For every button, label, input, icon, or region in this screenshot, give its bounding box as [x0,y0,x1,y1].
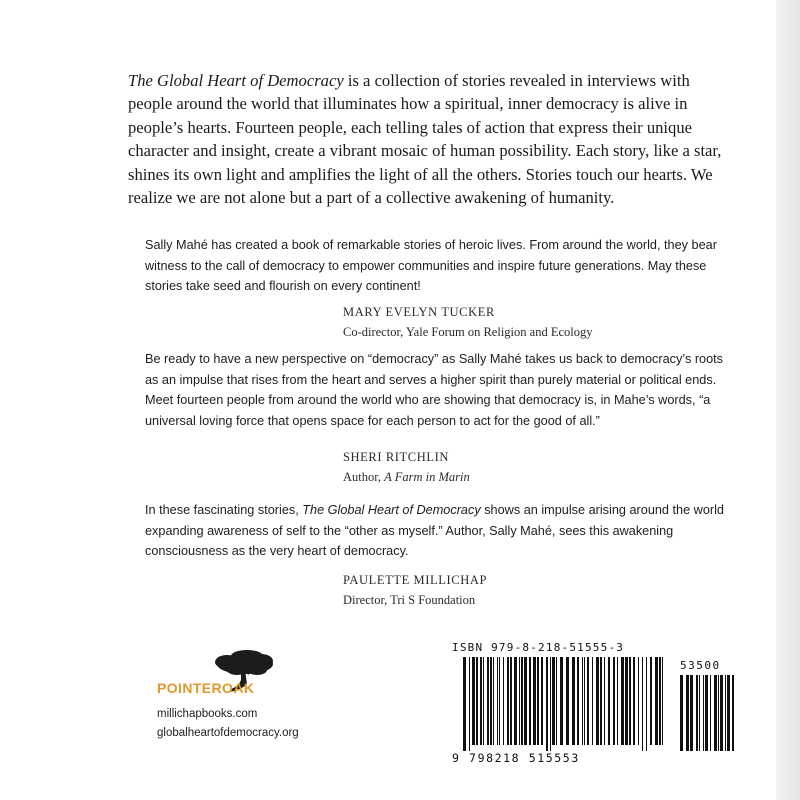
intro-text: is a collection of stories revealed in interviews with people around the world that illuminates how a spiritual, inner democracy is alive in people’s hearts. Fourteen people, each telling tales of action that express their unique character and insight, create a vibrant mosaic of human possibility. Each story, like a star, shines its own light and amplifies the light of all the others. Stories touch our hearts. We realize we are not alone but a part of a collective awakening of humanity. [128,71,722,208]
isbn-label: ISBN 979-8-218-51555-3 [452,641,625,654]
cover-edge [776,0,800,800]
book-title-inline: The Global Heart of Democracy [302,503,481,517]
review-3-text: In these fascinating stories, The Global Heart of Democracy shows an impulse arising around the world expanding awareness of self to the “other as myself.” Author, Sally Mahé, sees this awakening consciousness as the very heart of democracy. [145,503,724,559]
book-title: The Global Heart of Democracy [128,71,344,90]
price-addon-digits: 53500 [680,659,721,672]
barcode-digits: 9 798218 515553 [452,751,580,765]
reviewer-role: Director, Tri S Foundation [343,593,476,607]
website-url: globalheartofdemocracy.org [157,727,299,739]
reviewer-book-title: A Farm in Marin [384,470,470,484]
reviewer-name: PAULETTE MILLICHAP [343,573,488,587]
website-url: millichapbooks.com [157,708,258,720]
reviewer-role: Author, A Farm in Marin [343,470,470,484]
barcode-bars-addon [680,675,734,751]
review-2-text: Be ready to have a new perspective on “democracy” as Sally Mahé takes us back to democracy’s roots as an impulse that rises from the heart and serves a higher spirit than purely material or political ends. Meet fourteen people from around the world who are showing that democracy is, in Mahe’s words, “a universal loving force that opens space for each person to act for the good of all.” [145,352,724,428]
reviewer-name: MARY EVELYN TUCKER [343,305,495,319]
review-1-text: Sally Mahé has created a book of remarkable stories of heroic lives. From around the world, they bear witness to the call of democracy to empower communities and inspire future generations. May these stories take seed and flourish on every continent! [145,238,717,294]
reviewer-name: SHERI RITCHLIN [343,450,449,464]
barcode-bars-main [463,657,663,751]
reviewer-role: Co-director, Yale Forum on Religion and Ecology [343,325,593,339]
publisher-logo-text: POINTEROAK [157,680,255,696]
